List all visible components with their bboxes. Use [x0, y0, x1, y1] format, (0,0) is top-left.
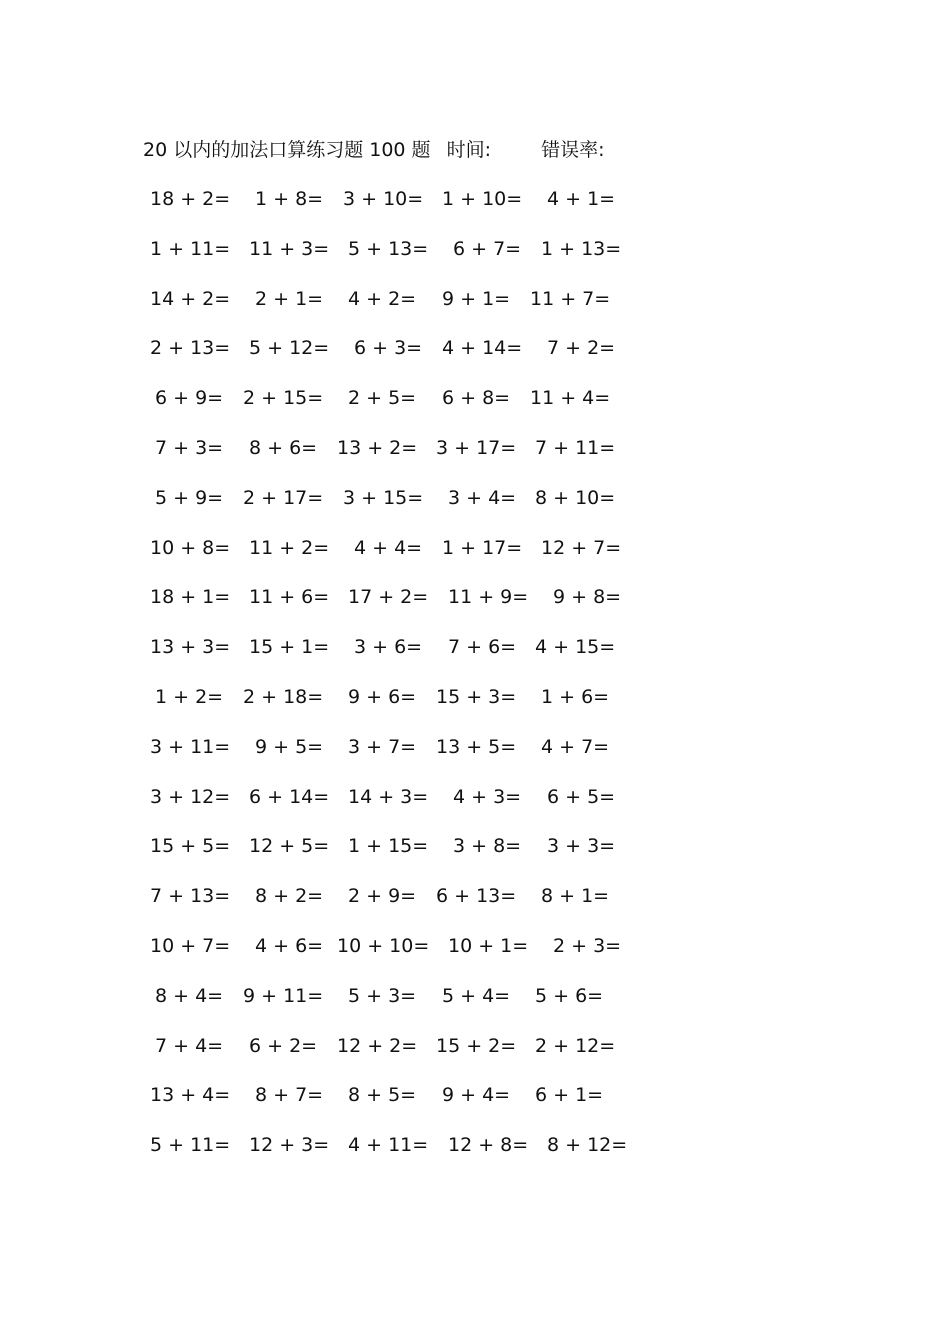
problem-5-5: 11 + 4= — [530, 387, 611, 409]
problem-10-1: 13 + 3= — [150, 636, 231, 658]
problem-11-3: 9 + 6= — [348, 686, 417, 708]
problem-18-4: 15 + 2= — [436, 1035, 517, 1057]
problem-10-3: 3 + 6= — [354, 636, 423, 658]
problem-7-1: 5 + 9= — [155, 487, 224, 509]
problem-13-3: 14 + 3= — [348, 786, 429, 808]
problem-9-4: 11 + 9= — [448, 586, 529, 608]
problem-12-5: 4 + 7= — [541, 736, 610, 758]
problem-12-4: 13 + 5= — [436, 736, 517, 758]
problem-2-3: 5 + 13= — [348, 238, 429, 260]
worksheet-header — [143, 137, 604, 163]
problem-5-2: 2 + 15= — [243, 387, 324, 409]
problem-3-3: 4 + 2= — [348, 288, 417, 310]
problem-8-5: 12 + 7= — [541, 537, 622, 559]
problem-16-5: 2 + 3= — [553, 935, 622, 957]
problem-17-3: 5 + 3= — [348, 985, 417, 1007]
problem-9-2: 11 + 6= — [249, 586, 330, 608]
problem-2-4: 6 + 7= — [453, 238, 522, 260]
problem-16-1: 10 + 7= — [150, 935, 231, 957]
problem-1-5: 4 + 1= — [547, 188, 616, 210]
problem-12-1: 3 + 11= — [150, 736, 231, 758]
problem-11-1: 1 + 2= — [155, 686, 224, 708]
problem-7-5: 8 + 10= — [535, 487, 616, 509]
problem-15-3: 2 + 9= — [348, 885, 417, 907]
problem-7-2: 2 + 17= — [243, 487, 324, 509]
problem-15-5: 8 + 1= — [541, 885, 610, 907]
problem-4-3: 6 + 3= — [354, 337, 423, 359]
problem-19-5: 6 + 1= — [535, 1084, 604, 1106]
problem-12-2: 9 + 5= — [255, 736, 324, 758]
problem-20-1: 5 + 11= — [150, 1134, 231, 1156]
time-label: 时间: — [446, 139, 492, 161]
problem-6-2: 8 + 6= — [249, 437, 318, 459]
problem-18-2: 6 + 2= — [249, 1035, 318, 1057]
problem-8-3: 4 + 4= — [354, 537, 423, 559]
problem-8-4: 1 + 17= — [442, 537, 523, 559]
problem-14-5: 3 + 3= — [547, 835, 616, 857]
problem-10-5: 4 + 15= — [535, 636, 616, 658]
problem-11-2: 2 + 18= — [243, 686, 324, 708]
worksheet-title: 20 以内的加法口算练习题 100 题 — [143, 139, 431, 161]
problem-15-2: 8 + 2= — [255, 885, 324, 907]
problem-3-2: 2 + 1= — [255, 288, 324, 310]
problem-5-4: 6 + 8= — [442, 387, 511, 409]
problem-13-4: 4 + 3= — [453, 786, 522, 808]
problem-13-1: 3 + 12= — [150, 786, 231, 808]
problem-16-2: 4 + 6= — [255, 935, 324, 957]
problem-17-4: 5 + 4= — [442, 985, 511, 1007]
problem-18-1: 7 + 4= — [155, 1035, 224, 1057]
problem-13-5: 6 + 5= — [547, 786, 616, 808]
problem-16-3: 10 + 10= — [337, 935, 430, 957]
problem-4-2: 5 + 12= — [249, 337, 330, 359]
problem-17-5: 5 + 6= — [535, 985, 604, 1007]
problem-19-2: 8 + 7= — [255, 1084, 324, 1106]
problem-2-5: 1 + 13= — [541, 238, 622, 260]
problem-1-3: 3 + 10= — [343, 188, 424, 210]
problem-14-4: 3 + 8= — [453, 835, 522, 857]
problem-15-1: 7 + 13= — [150, 885, 231, 907]
problem-11-4: 15 + 3= — [436, 686, 517, 708]
problem-9-3: 17 + 2= — [348, 586, 429, 608]
problem-8-1: 10 + 8= — [150, 537, 231, 559]
problem-4-5: 7 + 2= — [547, 337, 616, 359]
problem-7-3: 3 + 15= — [343, 487, 424, 509]
problem-13-2: 6 + 14= — [249, 786, 330, 808]
problem-19-1: 13 + 4= — [150, 1084, 231, 1106]
problem-4-4: 4 + 14= — [442, 337, 523, 359]
problem-10-4: 7 + 6= — [448, 636, 517, 658]
problem-3-1: 14 + 2= — [150, 288, 231, 310]
problem-6-4: 3 + 17= — [436, 437, 517, 459]
problem-6-3: 13 + 2= — [337, 437, 418, 459]
problem-2-1: 1 + 11= — [150, 238, 231, 260]
error-rate-label: 错误率: — [541, 139, 605, 161]
problem-11-5: 1 + 6= — [541, 686, 610, 708]
problem-15-4: 6 + 13= — [436, 885, 517, 907]
problem-17-2: 9 + 11= — [243, 985, 324, 1007]
problem-16-4: 10 + 1= — [448, 935, 529, 957]
problem-8-2: 11 + 2= — [249, 537, 330, 559]
problem-14-2: 12 + 5= — [249, 835, 330, 857]
problem-5-1: 6 + 9= — [155, 387, 224, 409]
problem-19-3: 8 + 5= — [348, 1084, 417, 1106]
problem-9-1: 18 + 1= — [150, 586, 231, 608]
problem-20-4: 12 + 8= — [448, 1134, 529, 1156]
problem-18-5: 2 + 12= — [535, 1035, 616, 1057]
problem-5-3: 2 + 5= — [348, 387, 417, 409]
problem-20-5: 8 + 12= — [547, 1134, 628, 1156]
problem-6-5: 7 + 11= — [535, 437, 616, 459]
problem-9-5: 9 + 8= — [553, 586, 622, 608]
problem-10-2: 15 + 1= — [249, 636, 330, 658]
problem-14-3: 1 + 15= — [348, 835, 429, 857]
problem-4-1: 2 + 13= — [150, 337, 231, 359]
problem-18-3: 12 + 2= — [337, 1035, 418, 1057]
problem-3-4: 9 + 1= — [442, 288, 511, 310]
problem-14-1: 15 + 5= — [150, 835, 231, 857]
problem-20-3: 4 + 11= — [348, 1134, 429, 1156]
problem-3-5: 11 + 7= — [530, 288, 611, 310]
problem-17-1: 8 + 4= — [155, 985, 224, 1007]
problem-12-3: 3 + 7= — [348, 736, 417, 758]
problem-1-2: 1 + 8= — [255, 188, 324, 210]
problem-1-1: 18 + 2= — [150, 188, 231, 210]
problem-1-4: 1 + 10= — [442, 188, 523, 210]
problem-20-2: 12 + 3= — [249, 1134, 330, 1156]
problem-2-2: 11 + 3= — [249, 238, 330, 260]
problem-7-4: 3 + 4= — [448, 487, 517, 509]
problem-6-1: 7 + 3= — [155, 437, 224, 459]
problem-19-4: 9 + 4= — [442, 1084, 511, 1106]
